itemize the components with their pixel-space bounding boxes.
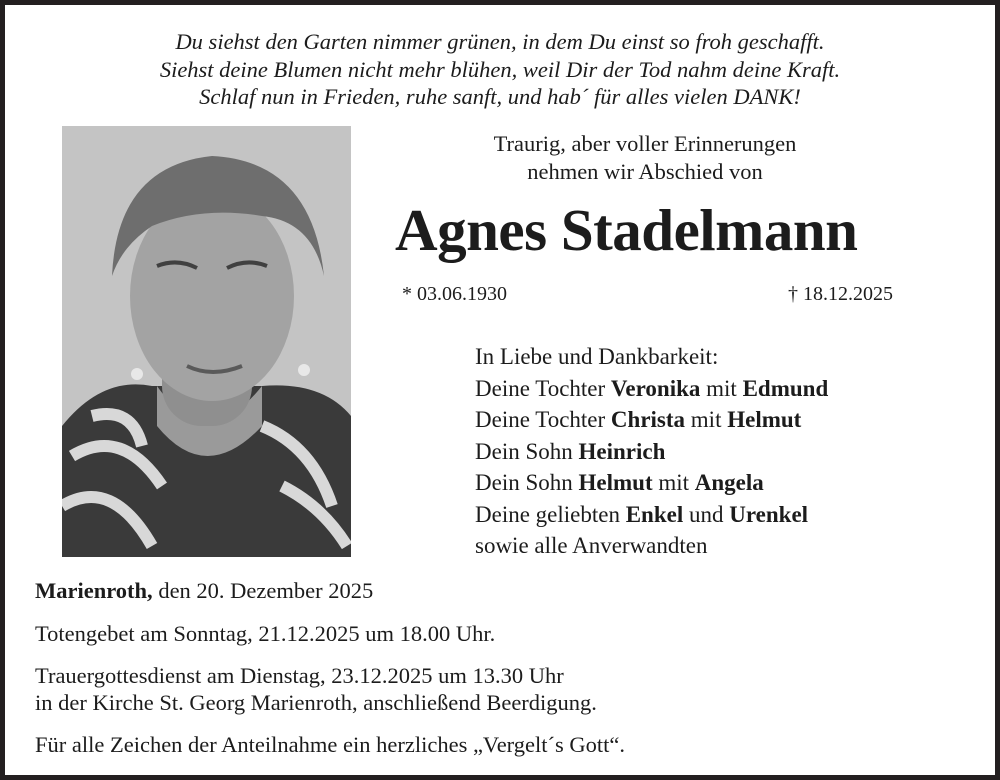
- birth-date: * 03.06.1930: [402, 283, 507, 305]
- portrait-photo: [62, 126, 351, 557]
- poem-line: Siehst deine Blumen nicht mehr blühen, weil Dir der Tod nahm deine Kraft.: [159, 56, 841, 82]
- family-heading: In Liebe und Dankbarkeit:: [475, 344, 719, 369]
- prayer-info: Totengebet am Sonntag, 21.12.2025 um 18.00 Uhr.: [35, 621, 496, 646]
- deceased-name: Agnes Stadelmann: [395, 197, 858, 263]
- family-row: Dein Sohn Helmut mit Angela: [475, 470, 764, 495]
- family-row: Deine Tochter Christa mit Helmut: [475, 407, 802, 432]
- place-date: Marienroth, den 20. Dezember 2025: [35, 578, 374, 603]
- intro-text: [430, 130, 860, 186]
- poem-line: Schlaf nun in Frieden, ruhe sanft, und hab´ für alles vielen DANK!: [199, 84, 801, 109]
- thanks-text: Für alle Zeichen der Anteilnahme ein herzliches „Vergelt´s Gott“.: [35, 732, 625, 757]
- family-closing: sowie alle Anverwandten: [475, 533, 708, 558]
- intro-line: Traurig, aber voller Erinnerungen: [493, 131, 797, 156]
- poem: [0, 28, 1000, 111]
- service-info: Trauergottesdienst am Dienstag, 23.12.2025 um 13.30 Uhr in der Kirche St. Georg Marienroth, anschließend Beerdigung.: [35, 663, 597, 715]
- death-date: † 18.12.2025: [788, 283, 893, 305]
- family-row: Dein Sohn Heinrich: [475, 438, 666, 464]
- poem-line: Du siehst den Garten nimmer grünen, in dem Du einst so froh geschafft.: [175, 29, 825, 54]
- intro-line: nehmen wir Abschied von: [527, 159, 763, 184]
- family-list: [475, 341, 828, 562]
- family-row: Deine Tochter Veronika mit Edmund: [475, 375, 829, 401]
- family-row: Deine geliebten Enkel und Urenkel: [475, 501, 809, 527]
